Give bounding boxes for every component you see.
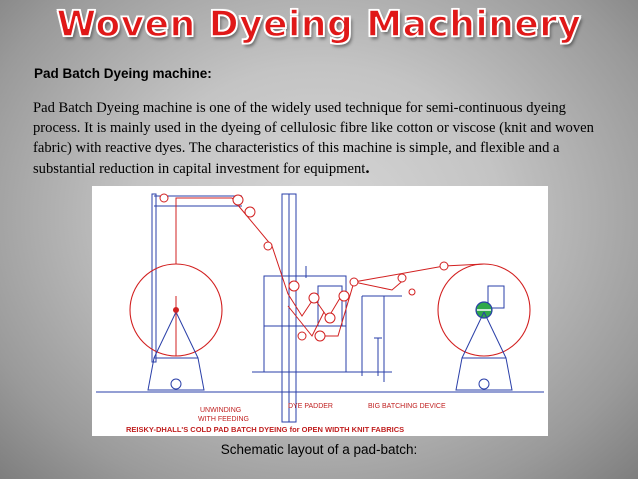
- left-tower-post: [152, 194, 156, 362]
- diagram-footer: REISKY-DHALL'S COLD PAD BATCH DYEING for OPEN WIDTH KNIT FABRICS: [126, 425, 405, 434]
- batching-roll: [438, 264, 530, 390]
- padder-frame: [264, 276, 346, 372]
- label-batching-device: BIG BATCHING DEVICE: [368, 403, 446, 410]
- label-feeding: WITH FEEDING: [198, 416, 249, 423]
- paragraph-end: .: [365, 158, 370, 177]
- slide-title: Woven Dyeing Machinery: [56, 4, 582, 45]
- pad-batch-schematic: [92, 186, 548, 436]
- fabric-path: [176, 198, 484, 356]
- section-heading: Pad Batch Dyeing machine:: [34, 66, 212, 81]
- description-paragraph: [33, 98, 608, 179]
- diagram-caption: Schematic layout of a pad-batch:: [220, 442, 418, 457]
- label-dye-padder: DYE PADDER: [288, 403, 333, 410]
- schematic-drawing: [92, 186, 548, 436]
- label-unwinding: UNWINDING: [200, 407, 242, 414]
- paragraph-text: Pad Batch Dyeing machine is one of the widely used technique for semi-continuous dyeing process. It is mainly used in the dyeing of cellulosic fibre like cotton or viscose (knit and woven fabric) with reactive dyes. The characteristics of this machine is simple, and flexible and a substantial reduction in capital investment for equipment: [33, 100, 594, 177]
